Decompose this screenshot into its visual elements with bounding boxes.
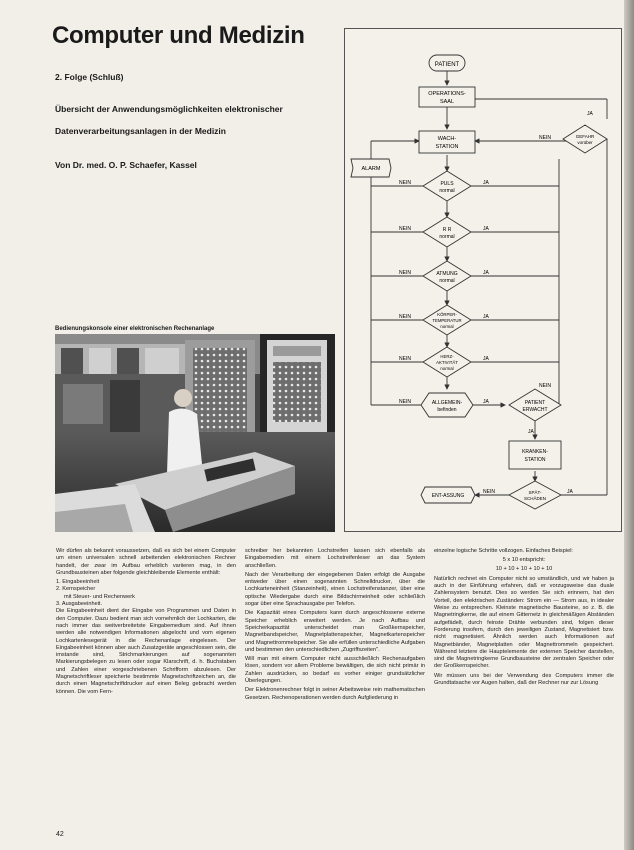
col2-paragraph-5: Der Elektronenrechner folgt in seiner Arbeitsweise rein mathematischen Gesetzen. Rechenoperationen werden durch Aufgliederung in <box>245 687 425 701</box>
col1-list-item-2: 2. Kernspeicher <box>56 586 96 593</box>
label-ja-erwacht: JA <box>528 429 534 435</box>
col1-paragraph-2: Die Eingabeeinheit dient der Eingabe von Programmen und Daten in den Computer. Dazu bedient man sich vornehmlich der Lochkarten, die nach immer das weitverbreitetste Eingabemedium sind. Auf ihnen werden alle notwendigen Informationen abgelocht und vom eigenen Lochkartenlesegerät in die Rechenanlage eingelesen. Der Eingabeeinheit können aber auch Zusatzgeräte angeschlossen sein, die imstande sind, Strichmarkierungen auf sogenannten Markierungsbelegen zu lesen oder sogar Klarschrift, d. h. Buchstaben und Zahlen einer vorgeschriebenen Schrifform abzulesen. Der Magnetschriftleser speicherte bestimmte Magnetschriftzeichen an, die durch einen Magnetschriftdrucker auf einen Beleg gebracht werden können. Die vom Fern- <box>56 608 236 695</box>
col3-paragraph-2: Natürlich rechnet ein Computer nicht so umständlich, und wir haben ja auch in der Einführung erfahren, daß er vorzugsweise das duale Zahlensystem benutzt. Dies so werden Sie sich erinnern, hat den Vorteil, den elektrischen Zuständen: Strom ein — Strom aus, in idealer Weise zu entsprechen. Kleinste magnetische Bausteine, so z. B. die Magnetringkerne, die auf einem Gitternetz in gleichmäßigen Abständen aufgefädelt, durch feinste Drähte verbunden sind, folgen dieser Forderung insofern, durch den jeweiligen Zustand, Magnetisiert bzw. nicht magnetisiert. Ähnlich werden auch Informationen auf Magnetbänder, Magnetplatten oder Magnettrommeln gespeichert. Während letztere die Hauptelemente der externen Speicher darstellen, sind die Magnetringkerne Grundbausteine der zentralen Speicher oder der Großkernspeicher. <box>434 575 614 670</box>
label-ja-rr: JA <box>483 226 489 232</box>
col2-paragraph-1: schreiber her bekannten Lochstreifen lassen sich ebenfalls als Eingabemedien mit einem Lochstreifenleser an das System anschließen. <box>245 548 425 569</box>
col3-paragraph-1: einzelne logische Schritte vollzogen. Einfaches Beispiel: <box>434 548 573 554</box>
label-ja-temp: JA <box>483 314 489 320</box>
label-erwacht-2: ERWACHT <box>522 407 548 413</box>
label-herz-2: AKTIVITÄT <box>436 360 458 365</box>
label-icu-1: WACH- <box>437 136 457 142</box>
label-icu-2: STATION <box>435 144 459 150</box>
article-subtitle-line1: Übersicht der Anwendungsmöglichkeiten elektronischer <box>55 104 283 114</box>
label-puls-2: normal <box>439 188 455 194</box>
col2-paragraph-4: Will man mit einem Computer nicht ausschließlich Rechenaufgaben lösen, sondern vor allem Probleme bewältigen, die sich nicht primär in Zahlen ausdrücken, so bedarf es vorher einiger grundsätzlicher Überlegungen. <box>245 656 425 685</box>
col3-paragraph-3: Wir müssen uns bei der Verwendung des Computers immer die Grundtatsache vor Augen halten, daß der Rechner nur zur Lösung <box>434 672 614 687</box>
label-herz-1: HERZ- <box>440 354 454 359</box>
label-nein-allg: NEIN <box>399 399 411 405</box>
label-ja-atmung: JA <box>483 270 489 276</box>
col2-paragraph-3: Die Kapazität eines Computers kann durch angeschlossene externe Speicher erheblich erweitert werden. Je nach Aufbau und Speicherkapazität unterscheidet man Großkernspeicher, Magnetbandspeicher, Magnetplattenspeicher, Magnetkartenspeicher und Magnettrommelspeicher. Sie alle erfüllen unterschiedliche Aufgaben und bestimmen den unterschiedlichen „Zugriffszeiten". <box>245 610 425 653</box>
label-nein-erwacht: NEIN <box>539 383 551 389</box>
col3-equation-2: 10 + 10 + 10 + 10 + 10 <box>495 565 553 572</box>
label-rr-1: R R <box>442 227 452 233</box>
label-atmung-1: ATMUNG <box>436 271 458 277</box>
label-nein-puls: NEIN <box>399 180 411 186</box>
patient-monitoring-flowchart <box>345 29 621 531</box>
label-temp-3: normal <box>440 324 454 329</box>
label-ja-allg: JA <box>483 399 489 405</box>
photo-caption: Bedienungskonsole einer elektronischen Rechenanlage <box>55 326 215 332</box>
label-allg-1: ALLGEMEIN- <box>431 400 463 406</box>
col1-paragraph-1: Wir dürfen als bekannt voraussetzen, daß es sich bei einem Computer um einen universalen schnell arbeitenden elektronischen Rechner handelt, der zwar im Aufbau erheblich variieren mag, in den Grundbausteinen aber folgende gleichbleibende Elemente enthält: <box>56 548 236 576</box>
article-subtitle-line2: Datenverarbeitungsanlagen in der Medizin <box>55 126 226 136</box>
page-edge-shadow <box>624 0 634 850</box>
label-atmung-2: normal <box>439 278 455 284</box>
col2-paragraph-2: Nach der Verarbeitung der eingegebenen Daten erfolgt die Ausgabe entweder über einen sogenannten Schnelldrucker, über die Lochkarteneinheit (Stanzeinheit), einen Lochstreifenstanzer, über eine optische Wiedergabe durch eine Bildschirmeinheit oder schließlich sogar über eine Sprachausgabe per Telefon. <box>245 571 425 608</box>
label-op-1: OPERATIONS- <box>428 91 466 97</box>
label-nein-rr: NEIN <box>399 226 411 232</box>
label-entlassung: ENT-ASSUNG <box>431 493 465 499</box>
label-ja-gefahr: JA <box>587 111 593 117</box>
col1-list-item-2b: mit Steuer- und Rechenwerk <box>64 593 135 600</box>
label-puls-1: PULS <box>440 181 454 187</box>
col1-list-item-1: 1. Eingabeeinheit <box>56 579 100 586</box>
article-part: 2. Folge (Schluß) <box>55 72 124 82</box>
label-rr-2: normal <box>439 234 455 240</box>
col3-equation-1: 5 x 10 entspricht: <box>502 557 546 564</box>
label-nein-temp: NEIN <box>399 314 411 320</box>
label-op-2: SAAL <box>439 99 455 105</box>
flowchart-panel <box>344 28 622 532</box>
label-spaet-2: SCHÄDEN <box>523 496 547 501</box>
label-spaet-1: SPÄT- <box>528 490 542 495</box>
node-gefahr <box>563 125 607 153</box>
label-herz-3: normal <box>440 366 454 371</box>
label-ja-puls: JA <box>483 180 489 186</box>
label-nein-herz: NEIN <box>399 356 411 362</box>
page-number: 42 <box>56 831 64 838</box>
label-ja-spaet: JA <box>567 489 573 495</box>
label-ja-herz: JA <box>483 356 489 362</box>
label-nein-atmung: NEIN <box>399 270 411 276</box>
label-allg-2: befinden <box>437 407 457 413</box>
label-temp-1: KÖRPER- <box>437 312 457 317</box>
console-photo-drawing <box>55 334 335 532</box>
label-nein-spaet: NEIN <box>483 489 495 495</box>
col1-list-item-3: 3. Ausgabeeinheit. <box>56 601 103 608</box>
label-gefahr-2: vorüber <box>577 140 593 145</box>
article-author: Von Dr. med. O. P. Schaefer, Kassel <box>55 160 197 170</box>
label-temp-2: TEMPERATUR <box>432 318 462 323</box>
computer-console-photo <box>55 334 335 532</box>
node-krankenstation <box>509 441 561 469</box>
label-kranken-2: STATION <box>524 457 546 463</box>
body-column-1 <box>56 548 236 698</box>
label-erwacht-1: PATIENT <box>524 400 546 406</box>
body-column-3 <box>434 548 614 689</box>
body-column-2 <box>245 548 425 704</box>
label-alarm: ALARM <box>361 166 381 172</box>
label-patient: PATIENT <box>434 62 460 68</box>
article-title: Computer und Medizin <box>52 22 305 49</box>
label-kranken-1: KRANKEN- <box>522 449 548 455</box>
label-gefahr-1: GEFAHR <box>575 134 595 139</box>
node-spaetschaeden <box>509 481 561 509</box>
label-nein-gefahr: NEIN <box>539 135 551 141</box>
